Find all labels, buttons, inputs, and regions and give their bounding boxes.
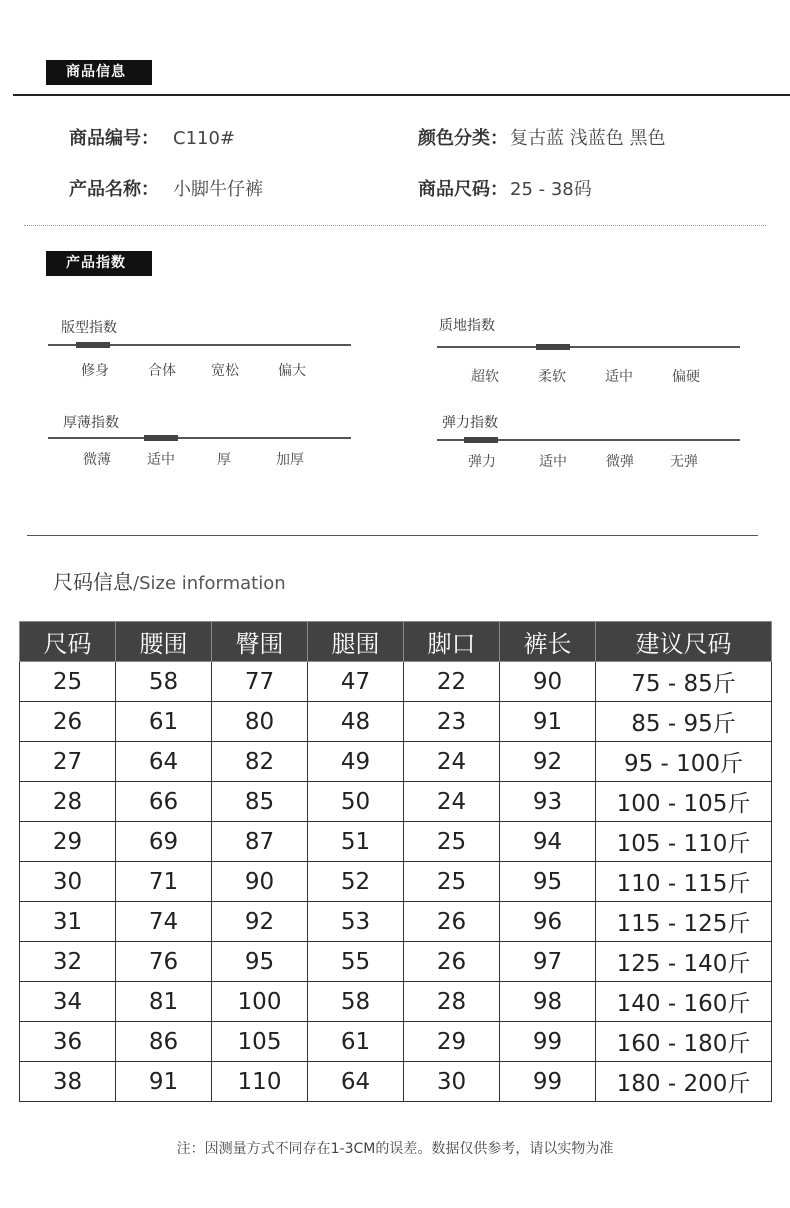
table-cell: 91 xyxy=(116,1062,212,1102)
color-value: 复古蓝 浅蓝色 黑色 xyxy=(510,128,666,149)
table-cell: 94 xyxy=(500,822,596,862)
table-cell: 99 xyxy=(500,1062,596,1102)
table-row xyxy=(20,982,772,1022)
texture-index-title: 质地指数 xyxy=(439,318,495,334)
table-cell: 64 xyxy=(116,742,212,782)
elasticity-option: 无弹 xyxy=(670,454,698,470)
table-cell: 98 xyxy=(500,982,596,1022)
thickness-index-title: 厚薄指数 xyxy=(63,415,119,431)
table-cell: 76 xyxy=(116,942,212,982)
product-name-value: 小脚牛仔裤 xyxy=(173,179,263,200)
product-name-row xyxy=(69,175,263,201)
product-size-row xyxy=(418,175,592,201)
elasticity-index-title: 弹力指数 xyxy=(442,415,498,431)
table-cell: 55 xyxy=(308,942,404,982)
product-name-label: 产品名称： xyxy=(69,179,159,200)
elasticity-option: 弹力 xyxy=(468,454,496,470)
product-index-tag: 产品指数 xyxy=(46,251,152,276)
size-table-column-header: 腿围 xyxy=(308,622,404,662)
table-cell: 90 xyxy=(212,862,308,902)
table-cell: 97 xyxy=(500,942,596,982)
indices-divider xyxy=(27,535,758,536)
table-cell: 61 xyxy=(116,702,212,742)
table-cell: 47 xyxy=(308,662,404,702)
table-cell: 22 xyxy=(404,662,500,702)
elasticity-option: 适中 xyxy=(539,454,567,470)
table-cell: 75 - 85斤 xyxy=(596,662,772,702)
size-table-column-header: 腰围 xyxy=(116,622,212,662)
texture-index-scale xyxy=(437,346,740,348)
table-cell: 32 xyxy=(20,942,116,982)
product-size-value: 25 - 38码 xyxy=(510,179,592,200)
table-cell: 90 xyxy=(500,662,596,702)
table-cell: 25 xyxy=(20,662,116,702)
table-cell: 50 xyxy=(308,782,404,822)
size-table-column-header: 裤长 xyxy=(500,622,596,662)
product-size-label: 商品尺码： xyxy=(418,179,508,200)
product-info-tag: 商品信息 xyxy=(46,60,152,85)
table-cell: 100 - 105斤 xyxy=(596,782,772,822)
table-cell: 74 xyxy=(116,902,212,942)
thickness-index-marker xyxy=(144,435,178,441)
table-cell: 125 - 140斤 xyxy=(596,942,772,982)
table-cell: 27 xyxy=(20,742,116,782)
texture-option: 偏硬 xyxy=(672,369,700,385)
product-info-divider xyxy=(13,94,790,96)
table-row xyxy=(20,822,772,862)
thickness-option: 适中 xyxy=(147,452,175,468)
fit-option: 偏大 xyxy=(278,363,306,379)
table-cell: 25 xyxy=(404,862,500,902)
table-cell: 25 xyxy=(404,822,500,862)
table-cell: 105 - 110斤 xyxy=(596,822,772,862)
table-cell: 69 xyxy=(116,822,212,862)
thickness-option: 厚 xyxy=(217,452,231,468)
table-cell: 26 xyxy=(20,702,116,742)
table-cell: 92 xyxy=(500,742,596,782)
table-cell: 160 - 180斤 xyxy=(596,1022,772,1062)
product-code-row xyxy=(69,124,235,150)
table-cell: 28 xyxy=(20,782,116,822)
size-table-column-header: 尺码 xyxy=(20,622,116,662)
size-info-heading xyxy=(53,566,286,595)
size-table-body xyxy=(20,662,772,1102)
table-cell: 92 xyxy=(212,902,308,942)
table-cell: 58 xyxy=(116,662,212,702)
table-cell: 86 xyxy=(116,1022,212,1062)
table-row xyxy=(20,702,772,742)
table-cell: 23 xyxy=(404,702,500,742)
fit-option: 修身 xyxy=(81,363,109,379)
table-cell: 64 xyxy=(308,1062,404,1102)
elasticity-option: 微弹 xyxy=(606,454,634,470)
texture-index-marker xyxy=(536,344,570,350)
table-cell: 28 xyxy=(404,982,500,1022)
table-cell: 71 xyxy=(116,862,212,902)
table-cell: 66 xyxy=(116,782,212,822)
product-code-value: C110# xyxy=(173,128,236,149)
table-row xyxy=(20,1022,772,1062)
texture-option: 超软 xyxy=(471,369,499,385)
table-cell: 36 xyxy=(20,1022,116,1062)
thickness-option: 微薄 xyxy=(83,452,111,468)
table-cell: 61 xyxy=(308,1022,404,1062)
fit-option: 合体 xyxy=(148,363,176,379)
table-row xyxy=(20,1062,772,1102)
table-cell: 110 xyxy=(212,1062,308,1102)
fit-index-marker xyxy=(76,342,110,348)
table-cell: 26 xyxy=(404,902,500,942)
table-row xyxy=(20,902,772,942)
table-cell: 30 xyxy=(404,1062,500,1102)
table-row xyxy=(20,742,772,782)
table-cell: 30 xyxy=(20,862,116,902)
table-cell: 49 xyxy=(308,742,404,782)
table-cell: 48 xyxy=(308,702,404,742)
table-row xyxy=(20,942,772,982)
table-cell: 95 xyxy=(500,862,596,902)
table-cell: 85 xyxy=(212,782,308,822)
thickness-option: 加厚 xyxy=(276,452,304,468)
table-cell: 81 xyxy=(116,982,212,1022)
table-cell: 87 xyxy=(212,822,308,862)
table-cell: 91 xyxy=(500,702,596,742)
table-cell: 29 xyxy=(404,1022,500,1062)
table-cell: 82 xyxy=(212,742,308,782)
table-cell: 96 xyxy=(500,902,596,942)
table-cell: 34 xyxy=(20,982,116,1022)
table-cell: 53 xyxy=(308,902,404,942)
table-cell: 99 xyxy=(500,1022,596,1062)
size-table-column-header: 建议尺码 xyxy=(596,622,772,662)
size-table-column-header: 臀围 xyxy=(212,622,308,662)
measurement-note: 注：因测量方式不同存在1-3CM的误差。数据仅供参考，请以实物为准 xyxy=(176,1141,614,1157)
table-cell: 52 xyxy=(308,862,404,902)
size-table-header xyxy=(20,622,772,662)
fit-index-title: 版型指数 xyxy=(61,320,117,336)
elasticity-index-marker xyxy=(464,437,498,443)
table-cell: 105 xyxy=(212,1022,308,1062)
table-cell: 26 xyxy=(404,942,500,982)
size-info-title-en: /Size information xyxy=(133,573,286,594)
size-table xyxy=(19,621,772,1102)
table-cell: 110 - 115斤 xyxy=(596,862,772,902)
table-cell: 29 xyxy=(20,822,116,862)
table-cell: 140 - 160斤 xyxy=(596,982,772,1022)
table-cell: 93 xyxy=(500,782,596,822)
table-row xyxy=(20,662,772,702)
thickness-index-scale xyxy=(48,437,351,439)
table-cell: 100 xyxy=(212,982,308,1022)
color-label: 颜色分类： xyxy=(418,128,508,149)
table-cell: 31 xyxy=(20,902,116,942)
table-cell: 51 xyxy=(308,822,404,862)
texture-option: 柔软 xyxy=(538,369,566,385)
color-row xyxy=(418,124,665,150)
table-cell: 24 xyxy=(404,782,500,822)
table-cell: 85 - 95斤 xyxy=(596,702,772,742)
table-cell: 115 - 125斤 xyxy=(596,902,772,942)
size-info-title: 尺码信息 xyxy=(53,570,133,594)
table-cell: 24 xyxy=(404,742,500,782)
table-cell: 58 xyxy=(308,982,404,1022)
table-row xyxy=(20,862,772,902)
product-code-label: 商品编号： xyxy=(69,128,159,149)
table-row xyxy=(20,782,772,822)
table-cell: 80 xyxy=(212,702,308,742)
size-table-column-header: 脚口 xyxy=(404,622,500,662)
table-cell: 95 - 100斤 xyxy=(596,742,772,782)
texture-option: 适中 xyxy=(605,369,633,385)
table-cell: 95 xyxy=(212,942,308,982)
table-cell: 38 xyxy=(20,1062,116,1102)
table-cell: 77 xyxy=(212,662,308,702)
section-dotted-divider xyxy=(24,225,766,226)
table-cell: 180 - 200斤 xyxy=(596,1062,772,1102)
fit-option: 宽松 xyxy=(211,363,239,379)
